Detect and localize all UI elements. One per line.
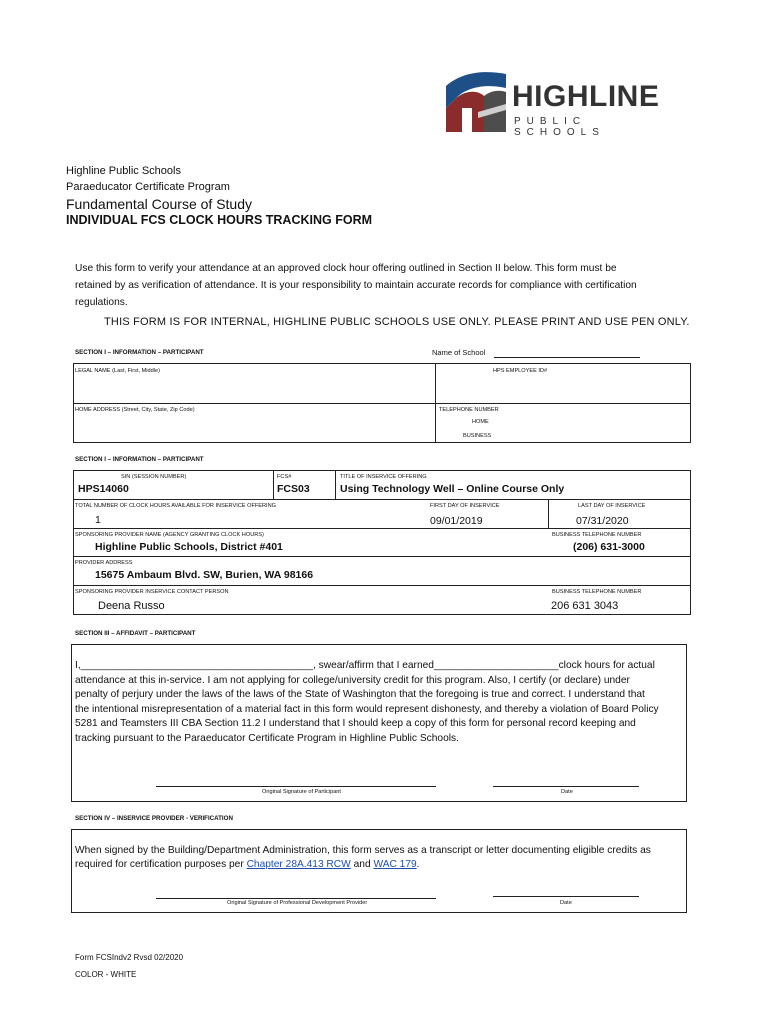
verification-line-1: When signed by the Building/Department Administration, this form serves as a transcript or letter documenting eligible credits as (75, 845, 651, 856)
participant-signature-field[interactable] (156, 786, 436, 787)
divider (73, 585, 691, 586)
last-day-label: LAST DAY OF INSERVICE (578, 503, 646, 509)
business-phone-label: BUSINESS TELEPHONE NUMBER (552, 532, 642, 538)
participant-signature-label: Original Signature of Participant (262, 789, 341, 795)
affidavit-line-4: the intentional misrepresentation of a material fact in this form would represent dishonesty, and thereby a violation of Board Policy (75, 704, 659, 715)
first-day-value: 09/01/2019 (430, 515, 483, 527)
course-name: Fundamental Course of Study (66, 196, 252, 212)
intro-line-1: Use this form to verify your attendance at an approved clock hour offering outlined in Section II below. This form must be (75, 263, 617, 274)
provider-date-label: Date (560, 900, 572, 906)
rcw-link[interactable]: Chapter 28A.413 RCW (246, 859, 351, 870)
logo-name: HIGHLINE (512, 80, 660, 113)
section-3-title: SECTION III – AFFIDAVIT – PARTICIPANT (75, 630, 196, 637)
divider (73, 403, 691, 404)
first-day-label: FIRST DAY OF INSERVICE (430, 503, 500, 509)
provider-signature-field[interactable] (156, 898, 436, 899)
divider (435, 363, 436, 443)
provider-signature-label: Original Signature of Professional Development Provider (227, 900, 368, 906)
provider-date-field[interactable] (493, 896, 639, 897)
provider-name-value: Highline Public Schools, District #401 (95, 541, 283, 553)
divider (73, 556, 691, 557)
org-name: Highline Public Schools (66, 165, 181, 177)
logo-mark-icon (444, 68, 508, 134)
section-1-title: SECTION I – INFORMATION – PARTICIPANT (75, 349, 204, 356)
school-label: Name of School (432, 348, 486, 357)
fcs-label: FCS# (277, 474, 292, 480)
offering-value: Using Technology Well – Online Course Only (340, 483, 565, 495)
legal-name-label: LEGAL NAME (Last, First, Middle) (75, 368, 160, 374)
section-2-title: SECTION I – INFORMATION – PARTICIPANT (75, 456, 204, 463)
school-name-field[interactable] (494, 357, 640, 358)
offering-label: TITLE OF INSERVICE OFFERING (340, 474, 427, 480)
form-title: INDIVIDUAL FCS CLOCK HOURS TRACKING FORM (66, 213, 373, 227)
verification-prefix: required for certification purposes per (75, 859, 247, 870)
participant-date-label: Date (561, 789, 573, 795)
provider-address-value: 15675 Ambaum Blvd. SW, Burien, WA 98166 (95, 569, 314, 581)
internal-notice: THIS FORM IS FOR INTERNAL, HIGHLINE PUBLIC SCHOOLS USE ONLY. PLEASE PRINT AND USE PEN ONLY. (104, 316, 690, 328)
employee-id-label: HPS EMPLOYEE ID# (493, 368, 548, 374)
business-phone-label: BUSINESS (463, 433, 492, 439)
contact-person-label: SPONSORING PROVIDER INSERVICE CONTACT PERSON (75, 589, 229, 595)
home-address-label: HOME ADDRESS (Street, City, State, Zip Code) (75, 407, 195, 413)
period-text: . (416, 859, 420, 870)
intro-line-3: regulations. (75, 297, 128, 308)
program-name: Paraeducator Certificate Program (66, 181, 230, 193)
divider (335, 470, 336, 499)
employee-id-field[interactable] (440, 376, 686, 400)
affidavit-line-5: 5281 and Teamsters III CBA Section 11.2 I understand that I should keep a copy of this form for personal record keeping and (75, 718, 636, 729)
home-address-field[interactable] (75, 415, 431, 439)
legal-name-field[interactable] (75, 376, 431, 400)
highline-logo (444, 68, 684, 138)
logo-subtitle: PUBLIC SCHOOLS (514, 116, 605, 138)
section-4-title: SECTION IV – INSERVICE PROVIDER - VERIFICATION (75, 815, 233, 822)
contact-phone-value: 206 631 3043 (551, 600, 619, 612)
form-color: COLOR - WHITE (75, 970, 137, 979)
wac-link[interactable]: WAC 179 (373, 859, 417, 870)
divider (73, 499, 691, 500)
divider (548, 499, 549, 528)
intro-line-2: retained by as verification of attendance. It is your responsibility to maintain accurate records for compliance with certification (75, 280, 637, 291)
divider (273, 470, 274, 499)
affidavit-line-2: attendance at this in-service. I am not applying for college/university credit for this program. Also, I certify (or declare) under (75, 675, 630, 686)
participant-date-field[interactable] (493, 786, 639, 787)
affidavit-line-6: tracking pursuant to the Paraeducator Certificate Program in Highline Public Schools. (75, 733, 459, 744)
provider-name-label: SPONSORING PROVIDER NAME (AGENCY GRANTING CLOCK HOURS) (75, 532, 264, 538)
fcs-value: FCS03 (277, 483, 310, 495)
last-day-value: 07/31/2020 (576, 515, 629, 527)
divider (73, 528, 691, 529)
hours-label: TOTAL NUMBER OF CLOCK HOURS AVAILABLE FOR INSERVICE OFFERING (75, 503, 276, 509)
sin-value: HPS14060 (78, 483, 129, 495)
affidavit-line-1: I,_________________________________________, swear/affirm that I earned______________________clock hours for actual (75, 660, 655, 671)
hours-value: 1 (95, 514, 101, 526)
business-phone-value: (206) 631-3000 (573, 541, 645, 553)
form-id: Form FCSIndv2 Rvsd 02/2020 (75, 953, 184, 962)
contact-phone-label: BUSINESS TELEPHONE NUMBER (552, 589, 642, 595)
affidavit-line-3: penalty of perjury under the laws of the laws of the State of Washington that the foregoing is true and correct. I understand that (75, 689, 645, 700)
and-text: and (350, 859, 374, 870)
verification-line-2 (75, 858, 420, 873)
sin-label: SIN (SESSION NUMBER) (121, 474, 187, 480)
telephone-label: TELEPHONE NUMBER (439, 407, 499, 413)
provider-address-label: PROVIDER ADDRESS (75, 560, 133, 566)
home-phone-label: HOME (472, 419, 489, 425)
contact-person-value: Deena Russo (98, 600, 165, 612)
